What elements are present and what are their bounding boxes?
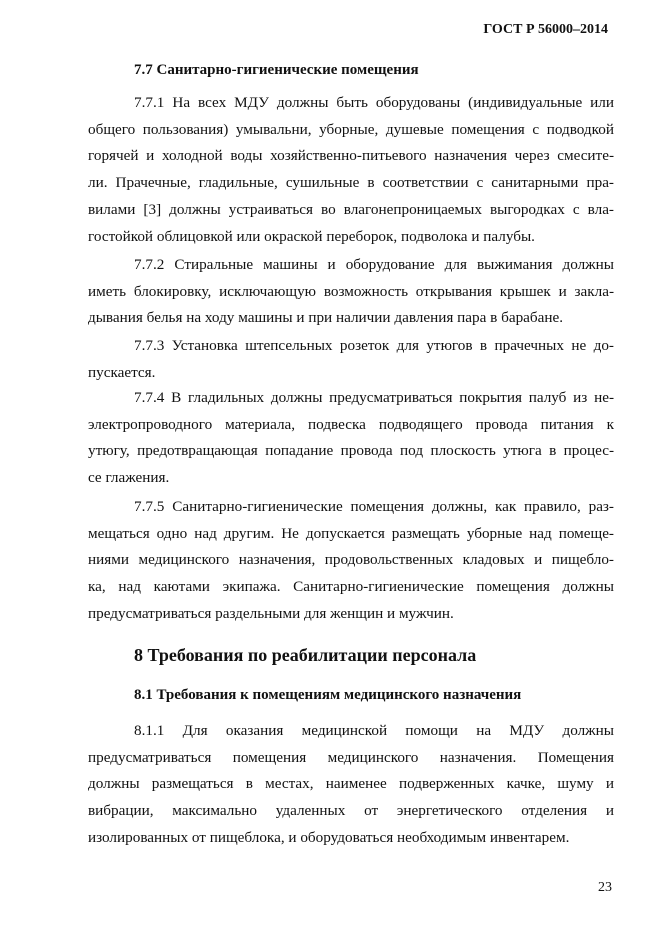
paragraph-line: электропроводного материала, подвеска подводящего провода питания к [88,415,614,433]
paragraph-line: ли. Прачечные, гладильные, сушильные в соответствии с санитарными пра- [88,174,614,192]
paragraph-line: горячей и холодной воды хозяйственно-питьевого назначения через смесите- [88,147,614,165]
paragraph-line: 7.7.3 Установка штепсельных розеток для утюгов в прачечных не до- [134,337,614,354]
paragraph-line: изолированных от пищеблока, и оборудоваться необходимым инвентарем. [88,828,570,846]
section-heading-8-1: 8.1 Требования к помещениям медицинского назначения [134,687,522,703]
paragraph-line: ка, над каютами экипажа. Санитарно-гигиенические помещения должны [88,578,614,596]
section-heading-7-7: 7.7 Санитарно-гигиенические помещения [134,62,419,78]
paragraph-line: 7.7.1 На всех МДУ должны быть оборудованы (индивидуальные или [134,94,614,111]
paragraph-line: 7.7.2 Стиральные машины и оборудование для выжимания должны [134,256,614,273]
paragraph-line: пускается. [88,363,156,381]
paragraph-line: дывания белья на ходу машины и при наличии давления пара в барабане. [88,309,564,327]
paragraph-line: предусматриваться помещения медицинского назначения. Помещения [88,748,614,766]
paragraph-line: 7.7.4 В гладильных должны предусматриваться покрытия палуб из не- [134,389,614,406]
paragraph-line: вилами [3] должны устраиваться во влагонепроницаемых выгородках с вла- [88,200,614,218]
document-code-header: ГОСТ Р 56000–2014 [483,22,608,37]
paragraph-line: мещаться одно над другим. Не допускается размещать уборные над помеще- [88,524,614,542]
section-heading-8: 8 Требования по реабилитации персонала [134,645,477,665]
paragraph-line: общего пользования) умывальни, уборные, душевые помещения с подводкой [88,120,614,138]
paragraph-line: ниями медицинского назначения, продовольственных кладовых и пищебло- [88,551,614,569]
paragraph-line: се глажения. [88,469,170,487]
paragraph-line: гостойкой облицовкой или окраской переборок, подволока и палубы. [88,227,535,245]
paragraph-line: вибрации, максимально удаленных от энергетического отделения и [88,802,614,820]
paragraph-line: предусматриваться раздельными для женщин и мужчин. [88,604,454,622]
page-number: 23 [598,880,612,895]
paragraph-line: утюгу, предотвращающая попадание провода под плоскость утюга в процес- [88,442,614,460]
paragraph-line: иметь блокировку, исключающую возможность открывания крышек и закла- [88,282,614,300]
paragraph-line: 8.1.1 Для оказания медицинской помощи на МДУ должны [134,722,614,739]
paragraph-line: 7.7.5 Санитарно-гигиенические помещения должны, как правило, раз- [134,498,614,515]
paragraph-line: должны размещаться в местах, наименее подверженных качке, шуму и [88,775,614,793]
